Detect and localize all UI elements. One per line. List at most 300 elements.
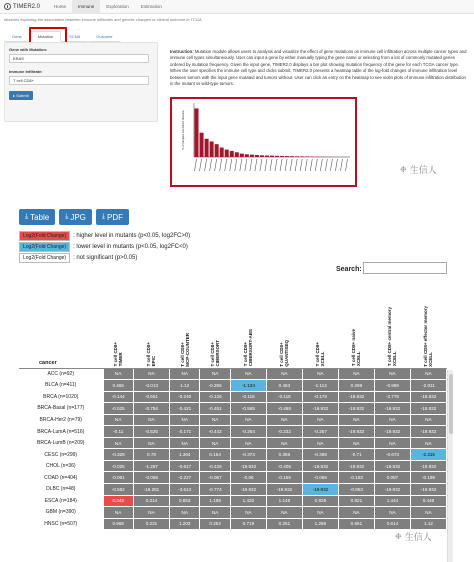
export-pdf-button[interactable]: [96, 209, 129, 225]
watermark-text: 生信人: [404, 532, 432, 542]
heatmap-cell[interactable]: -19.932: [230, 483, 266, 495]
scroll-thumb[interactable]: [449, 374, 453, 434]
heatmap-cell[interactable]: -0.183: [338, 472, 374, 484]
watermark-bottom: [395, 530, 432, 543]
heatmap-cell[interactable]: -19.932: [374, 460, 410, 472]
heatmap-cell[interactable]: NA: [374, 368, 410, 380]
bar: [235, 152, 239, 157]
column-header[interactable]: [169, 278, 199, 368]
heatmap-cell[interactable]: 0.465: [103, 380, 133, 392]
x-tick-label: [200, 159, 202, 171]
heatmap-cell[interactable]: -19.932: [410, 391, 446, 403]
export-label: Table: [30, 212, 50, 222]
cancer-cell: ACC (n=92): [19, 368, 103, 380]
legend-row: [19, 252, 190, 263]
bar: [230, 151, 234, 157]
x-tick-label: [295, 159, 297, 171]
x-tick-label: [245, 159, 247, 171]
bar: [250, 155, 254, 157]
heatmap-cell[interactable]: -0.144: [103, 391, 133, 403]
x-tick-label: [320, 159, 322, 171]
legend-description: : lower level in mutants (p<0.05, log2FC<0): [73, 243, 188, 250]
table-row: [19, 507, 447, 519]
heatmap-cell[interactable]: NA: [266, 368, 302, 380]
heatmap-cell[interactable]: NA: [374, 507, 410, 519]
column-header[interactable]: [410, 278, 446, 368]
bar: [210, 141, 214, 157]
legend-swatch: Log2(Fold Change): [19, 253, 70, 263]
heatmap-cell[interactable]: NA: [302, 437, 338, 449]
heatmap-cell[interactable]: -19.932: [230, 460, 266, 472]
heatmap-cell[interactable]: -0.227: [169, 472, 199, 484]
heatmap-cell[interactable]: -0.246: [169, 391, 199, 403]
bar-chart-svg: [172, 99, 355, 185]
download-icon: ⤓: [65, 213, 69, 220]
column-header-label: T cell CD8+ EPIC: [146, 342, 157, 367]
heatmap-cell[interactable]: 0.966: [103, 518, 133, 530]
column-header[interactable]: [266, 278, 302, 368]
column-header[interactable]: [103, 278, 133, 368]
search-label: Search:: [336, 266, 362, 273]
x-tick-label: [210, 159, 212, 171]
heatmap-cell[interactable]: 0.154: [200, 449, 230, 461]
heatmap-cell[interactable]: -0.013: [133, 380, 169, 392]
heatmap-cell[interactable]: -0.155: [266, 472, 302, 484]
cancer-cell: HNSC (n=507): [19, 518, 103, 530]
table-body: [19, 368, 447, 530]
heatmap-cell[interactable]: -0.451: [200, 403, 230, 415]
heatmap-cell[interactable]: 0.345: [103, 495, 133, 507]
column-header[interactable]: [302, 278, 338, 368]
heatmap-cell[interactable]: 0.314: [133, 495, 169, 507]
x-tick-label: [280, 159, 282, 171]
instructions: [170, 49, 470, 87]
x-tick-label: [230, 159, 232, 171]
table-scrollbar[interactable]: [447, 370, 453, 562]
table-header-row: [19, 278, 447, 368]
x-tick-label: [325, 159, 327, 171]
table-row: [19, 495, 447, 507]
heatmap-cell[interactable]: -0.774: [200, 483, 230, 495]
legend-swatch: Log2(Fold Change): [19, 242, 70, 252]
heatmap-cell[interactable]: -0.405: [266, 460, 302, 472]
heatmap-cell[interactable]: NA: [103, 414, 133, 426]
heatmap-cell[interactable]: 1.198: [200, 495, 230, 507]
legend-description: : not significant (p>0.05): [73, 254, 138, 261]
heatmap-cell[interactable]: NA: [133, 507, 169, 519]
heatmap-cell[interactable]: 1.285: [302, 518, 338, 530]
heatmap-cell[interactable]: -2.315: [410, 449, 446, 461]
table-row: [19, 380, 447, 392]
heatmap-cell[interactable]: -0.257: [302, 426, 338, 438]
cancer-cell: CHOL (n=36): [19, 460, 103, 472]
export-label: PDF: [107, 212, 124, 222]
heatmap-cell[interactable]: 1.364: [169, 449, 199, 461]
bar: [295, 156, 299, 157]
heatmap-cell[interactable]: NA: [410, 414, 446, 426]
tab-scna[interactable]: SCNA: [61, 31, 88, 42]
infiltrate-select[interactable]: T cell CD8+: [9, 76, 149, 85]
heatmap-cell[interactable]: NA: [302, 368, 338, 380]
gene-label: Gene with Mutation:: [9, 47, 48, 52]
heatmap-cell[interactable]: NA: [410, 368, 446, 380]
heatmap-cell[interactable]: NA: [230, 414, 266, 426]
brand-name: TIMER2.0: [13, 3, 41, 10]
heatmap-cell[interactable]: -19.932: [338, 460, 374, 472]
heatmap-cell[interactable]: -0.232: [266, 426, 302, 438]
bar: [290, 156, 294, 157]
heatmap-cell[interactable]: NA: [169, 437, 199, 449]
cancer-cell: BRCA-Her2 (n=79): [19, 414, 103, 426]
table-row: [19, 391, 447, 403]
heatmap-cell[interactable]: NA: [200, 437, 230, 449]
x-tick-label: [270, 159, 272, 171]
heatmap-cell[interactable]: -19.932: [338, 391, 374, 403]
column-header-label: T cell CD8+ MCP-COUNTER: [179, 332, 190, 367]
heatmap-cell[interactable]: -0.794: [133, 403, 169, 415]
cancer-cell: BRCA-Basal (n=177): [19, 403, 103, 415]
heatmap-cell[interactable]: NA: [266, 437, 302, 449]
column-header[interactable]: [133, 278, 169, 368]
column-header[interactable]: [338, 278, 374, 368]
x-tick-label: [260, 159, 262, 171]
column-header[interactable]: [230, 278, 266, 368]
heatmap-cell[interactable]: 1.203: [169, 518, 199, 530]
bar: [215, 144, 219, 157]
export-jpg-button[interactable]: [59, 209, 92, 225]
brand[interactable]: [4, 3, 40, 10]
bar: [255, 155, 259, 157]
heatmap-cell[interactable]: 0.251: [266, 518, 302, 530]
heatmap-cell[interactable]: 1.444: [374, 495, 410, 507]
heatmap-cell[interactable]: -19.932: [266, 483, 302, 495]
download-icon: ⤓: [25, 213, 29, 220]
heatmap-cell[interactable]: -0.126: [200, 391, 230, 403]
heatmap-cell[interactable]: 0.087: [374, 472, 410, 484]
heatmap-cell[interactable]: -19.932: [338, 403, 374, 415]
heatmap-cell[interactable]: NA: [169, 414, 199, 426]
heatmap-cell[interactable]: -0.061: [103, 472, 133, 484]
column-header-label: T cell CD8+ central memory XCELL: [387, 307, 398, 367]
heatmap-cell[interactable]: NA: [133, 414, 169, 426]
download-icon: ⤓: [101, 213, 106, 220]
heatmap-cell[interactable]: -0.426: [200, 460, 230, 472]
nav-links: [48, 0, 168, 14]
x-tick-label: [225, 159, 227, 171]
heatmap-cell[interactable]: -2.776: [374, 391, 410, 403]
bar: [205, 139, 209, 157]
heatmap-cell[interactable]: 0.448: [410, 495, 446, 507]
heatmap-cell[interactable]: NA: [374, 437, 410, 449]
cancer-cell: BRCA (n=1020): [19, 391, 103, 403]
page-tagline: Modules exploring the association between immune infiltrates and genetic changes or clinical outcome in TCGA: [4, 17, 202, 22]
legend-swatch: Log2(Fold Change): [19, 231, 70, 241]
x-tick-label: [305, 159, 307, 171]
heatmap-cell[interactable]: NA: [230, 368, 266, 380]
heatmap-cell[interactable]: -0.525: [103, 403, 133, 415]
heatmap-cell[interactable]: -19.932: [338, 426, 374, 438]
navbar: [0, 0, 474, 14]
heatmap-cell[interactable]: -0.06: [230, 472, 266, 484]
watermark-top: [400, 163, 437, 176]
heatmap-cell[interactable]: -1.112: [302, 380, 338, 392]
instructions-body: Mutation module allows users to analysis and visualize the effect of gene mutations on immune cell infiltration across multiple cancer types and immune cell types simultaneously. User can input a gene by either manually typing the gene name or selecting from a list of commonly mutated genes ordered by mutation frequency. Given the input gene, TIMER2.0 displays a bar plot showing mutation frequency of the gene for each TCGA cancer type. When the user specifies the immune cell type and clicks submit, TIMER2.0 presents a heatmap table of the log-fold changes of immune infiltration level between tumors with the input gene mutated and tumors without. User can click an entry on the heatmap to see violin plots of immune infiltration distribution in the mutant vs wild-type tumors.: [170, 49, 467, 87]
x-tick-label: [310, 159, 312, 171]
x-tick-label: [195, 159, 197, 171]
heatmap-cell[interactable]: -18.281: [133, 483, 169, 495]
cancer-cell: CESC (n=299): [19, 449, 103, 461]
table-row: [19, 403, 447, 415]
heatmap-cell[interactable]: 0.231: [133, 518, 169, 530]
heatmap-cell[interactable]: -0.059: [133, 472, 169, 484]
x-tick-label: [300, 159, 302, 171]
heatmap-cell[interactable]: 0.463: [266, 380, 302, 392]
timer-logo-icon: [4, 3, 11, 10]
heatmap-cell[interactable]: 0.821: [338, 495, 374, 507]
table-row: [19, 483, 447, 495]
column-header[interactable]: [200, 278, 230, 368]
x-tick-label: [335, 159, 337, 171]
heatmap-cell[interactable]: NA: [230, 437, 266, 449]
column-header-label: T cell CD8+ QUANTISEQ: [279, 339, 290, 367]
bar: [225, 150, 229, 157]
submit-label: Submit: [16, 93, 29, 98]
heatmap-cell[interactable]: NA: [103, 437, 133, 449]
heatmap-cell[interactable]: -0.525: [133, 426, 169, 438]
heatmap-cell[interactable]: -0.565: [230, 403, 266, 415]
heatmap-cell[interactable]: 1.12: [169, 380, 199, 392]
heatmap-cell[interactable]: NA: [200, 414, 230, 426]
nav-link-home[interactable]: Home: [54, 3, 67, 9]
nav-link-exploration[interactable]: Exploration: [106, 3, 129, 9]
heatmap-cell[interactable]: NA: [103, 507, 133, 519]
export-toolbar: [19, 209, 129, 225]
legend-row: [19, 230, 190, 241]
heatmap-cell[interactable]: -19.932: [302, 403, 338, 415]
table-row: [19, 472, 447, 484]
table-row: [19, 426, 447, 438]
heatmap-cell[interactable]: -0.264: [230, 426, 266, 438]
heatmap-cell[interactable]: NA: [266, 414, 302, 426]
x-tick-label: [240, 159, 242, 171]
column-header-label: T cell CD8+ effector memory XCELL: [423, 305, 434, 367]
submit-icon: ▸: [13, 93, 16, 98]
tab-outcome[interactable]: Outcome: [88, 31, 120, 42]
table-row: [19, 368, 447, 380]
bar: [300, 156, 304, 157]
heatmap-cell[interactable]: 0.356: [266, 449, 302, 461]
x-tick-label: [255, 159, 257, 171]
x-tick-label: [340, 159, 342, 171]
bar: [245, 154, 249, 157]
tab-mutation[interactable]: Mutation: [30, 31, 61, 42]
bar: [200, 133, 204, 157]
heatmap-cell[interactable]: NA: [230, 507, 266, 519]
heatmap-cell[interactable]: -19.932: [374, 403, 410, 415]
bar: [240, 154, 244, 157]
heatmap-cell[interactable]: -0.71: [338, 449, 374, 461]
x-tick-label: [205, 159, 207, 171]
heatmap-cell[interactable]: 0.928: [302, 495, 338, 507]
x-tick-label: [220, 159, 222, 171]
heatmap-cell[interactable]: NA: [200, 507, 230, 519]
chart-ylabel: % of Samples with KRAS Mutation: [182, 110, 185, 150]
heatmap-cell[interactable]: -0.551: [133, 391, 169, 403]
cancer-cell: COAD (n=404): [19, 472, 103, 484]
export-table-button[interactable]: [19, 209, 55, 225]
x-tick-label: [265, 159, 267, 171]
column-header-label: T cell CD8+ naive XCELL: [351, 329, 362, 367]
heatmap-cell[interactable]: NA: [266, 507, 302, 519]
heatmap-cell[interactable]: -0.468: [266, 403, 302, 415]
heatmap-cell[interactable]: NA: [302, 414, 338, 426]
column-header-label: T cell CD8+ XCELL: [315, 342, 326, 367]
heatmap-cell[interactable]: -19.932: [410, 460, 446, 472]
heatmap-cell[interactable]: -1.287: [133, 460, 169, 472]
bar: [280, 156, 284, 157]
heatmap-cell[interactable]: -0.199: [410, 472, 446, 484]
column-header[interactable]: [374, 278, 410, 368]
input-panel: [4, 42, 158, 122]
heatmap-cell[interactable]: 0.614: [374, 518, 410, 530]
heatmap-cell[interactable]: NA: [103, 368, 133, 380]
cancer-cell: BRCA-LumA (n=516): [19, 426, 103, 438]
heatmap-cell[interactable]: -0.11: [103, 426, 133, 438]
heatmap-cell[interactable]: 0.252: [200, 518, 230, 530]
heatmap-cell[interactable]: -19.932: [410, 483, 446, 495]
submit-button[interactable]: [9, 91, 33, 100]
cancer-column-header[interactable]: cancer: [19, 278, 103, 368]
heatmap-cell[interactable]: -0.442: [200, 426, 230, 438]
heatmap-cell[interactable]: -0.373: [230, 449, 266, 461]
heatmap-cell[interactable]: -0.178: [302, 391, 338, 403]
heatmap-cell[interactable]: -0.328: [103, 449, 133, 461]
heatmap-cell[interactable]: -0.118: [266, 391, 302, 403]
cancer-cell: DLBC (n=48): [19, 483, 103, 495]
infiltrate-label: Immune Infiltrate:: [9, 69, 43, 74]
heatmap-cell[interactable]: -0.067: [200, 472, 230, 484]
heatmap-cell[interactable]: -1.134: [230, 380, 266, 392]
x-tick-label: [330, 159, 332, 171]
heatmap-cell[interactable]: -19.932: [302, 460, 338, 472]
cancer-cell: BLCA (n=411): [19, 380, 103, 392]
table-row: [19, 518, 447, 530]
heatmap-cell[interactable]: 1.12: [410, 518, 446, 530]
gene-select[interactable]: KRAS: [9, 54, 149, 63]
heatmap-cell[interactable]: NA: [169, 368, 199, 380]
column-header-label: T cell CD8+ TIMER: [113, 342, 124, 367]
nav-link-immune[interactable]: Immune: [72, 0, 100, 14]
heatmap-cell[interactable]: -0.582: [103, 483, 133, 495]
heatmap-cell[interactable]: 1.432: [230, 495, 266, 507]
heatmap-cell[interactable]: 1.146: [266, 495, 302, 507]
heatmap-cell[interactable]: NA: [200, 368, 230, 380]
heatmap-cell[interactable]: NA: [133, 437, 169, 449]
bar: [270, 156, 274, 157]
heatmap-cell[interactable]: -3.613: [169, 483, 199, 495]
heatmap-cell[interactable]: -0.617: [169, 460, 199, 472]
heatmap-cell[interactable]: -0.025: [103, 460, 133, 472]
table-row: [19, 449, 447, 461]
column-header-label: T cell CD8+ CIBERSORT-ABS: [243, 329, 254, 367]
heatmap-cell[interactable]: NA: [338, 437, 374, 449]
mutation-frequency-chart: [170, 97, 357, 187]
search-input[interactable]: [363, 262, 447, 274]
bar: [260, 155, 264, 157]
heatmap-cell[interactable]: 0.78: [133, 449, 169, 461]
heatmap-cell[interactable]: -0.116: [230, 391, 266, 403]
instructions-heading: Instruction:: [170, 49, 194, 54]
table-row: [19, 414, 447, 426]
heatmap-cell[interactable]: NA: [169, 507, 199, 519]
heatmap-cell[interactable]: -0.673: [374, 449, 410, 461]
heatmap-cell[interactable]: -19.932: [374, 483, 410, 495]
x-tick-label: [285, 159, 287, 171]
legend-description: : higher level in mutants (p<0.05, log2FC>0): [73, 232, 191, 239]
heatmap-legend: [19, 230, 190, 263]
x-tick-label: [215, 159, 217, 171]
legend-row: [19, 241, 190, 252]
heatmap-cell[interactable]: -0.853: [338, 483, 374, 495]
table-row: [19, 460, 447, 472]
heatmap-cell[interactable]: 0.719: [230, 518, 266, 530]
cancer-cell: ESCA (n=184): [19, 495, 103, 507]
heatmap-cell[interactable]: -0.265: [200, 380, 230, 392]
heatmap-cell[interactable]: NA: [302, 507, 338, 519]
bar: [220, 148, 224, 157]
x-tick-label: [250, 159, 252, 171]
x-tick-label: [290, 159, 292, 171]
tab-gene[interactable]: Gene: [4, 31, 30, 42]
x-tick-label: [345, 159, 347, 171]
heatmap-cell[interactable]: NA: [338, 414, 374, 426]
heatmap-cell[interactable]: NA: [338, 368, 374, 380]
heatmap-cell[interactable]: 0.298: [338, 380, 374, 392]
heatmap-cell[interactable]: -19.932: [410, 426, 446, 438]
heatmap-cell[interactable]: -0.421: [169, 403, 199, 415]
bar: [195, 108, 199, 157]
heatmap-cell[interactable]: NA: [410, 437, 446, 449]
heatmap-cell[interactable]: NA: [338, 507, 374, 519]
heatmap-cell[interactable]: -0.388: [302, 449, 338, 461]
heatmap-table: [19, 278, 447, 530]
heatmap-cell[interactable]: -19.932: [410, 403, 446, 415]
x-tick-label: [275, 159, 277, 171]
heatmap-cell[interactable]: -0.065: [302, 472, 338, 484]
x-tick-label: [235, 159, 237, 171]
cancer-cell: GBM (n=390): [19, 507, 103, 519]
heatmap-cell[interactable]: NA: [133, 368, 169, 380]
heatmap-cell[interactable]: 0.853: [169, 495, 199, 507]
heatmap-cell[interactable]: -0.171: [169, 426, 199, 438]
heatmap-cell[interactable]: -2.011: [410, 380, 446, 392]
nav-link-estimation[interactable]: Estimation: [140, 3, 162, 9]
heatmap-cell[interactable]: -0.989: [374, 380, 410, 392]
heatmap-cell[interactable]: 0.661: [338, 518, 374, 530]
watermark-text: 生信人: [409, 165, 437, 175]
wechat-icon: ❉: [395, 532, 402, 541]
bar: [305, 156, 309, 157]
wechat-icon: ❉: [400, 165, 407, 174]
table-row: [19, 437, 447, 449]
heatmap-cell[interactable]: NA: [410, 507, 446, 519]
heatmap-cell[interactable]: -19.932: [374, 426, 410, 438]
column-header-label: T cell CD8+ CIBERSORT: [210, 339, 221, 367]
cancer-cell: BRCA-LumB (n=209): [19, 437, 103, 449]
heatmap-cell[interactable]: NA: [374, 414, 410, 426]
heatmap-cell[interactable]: -19.932: [302, 483, 338, 495]
export-label: JPG: [70, 212, 86, 222]
